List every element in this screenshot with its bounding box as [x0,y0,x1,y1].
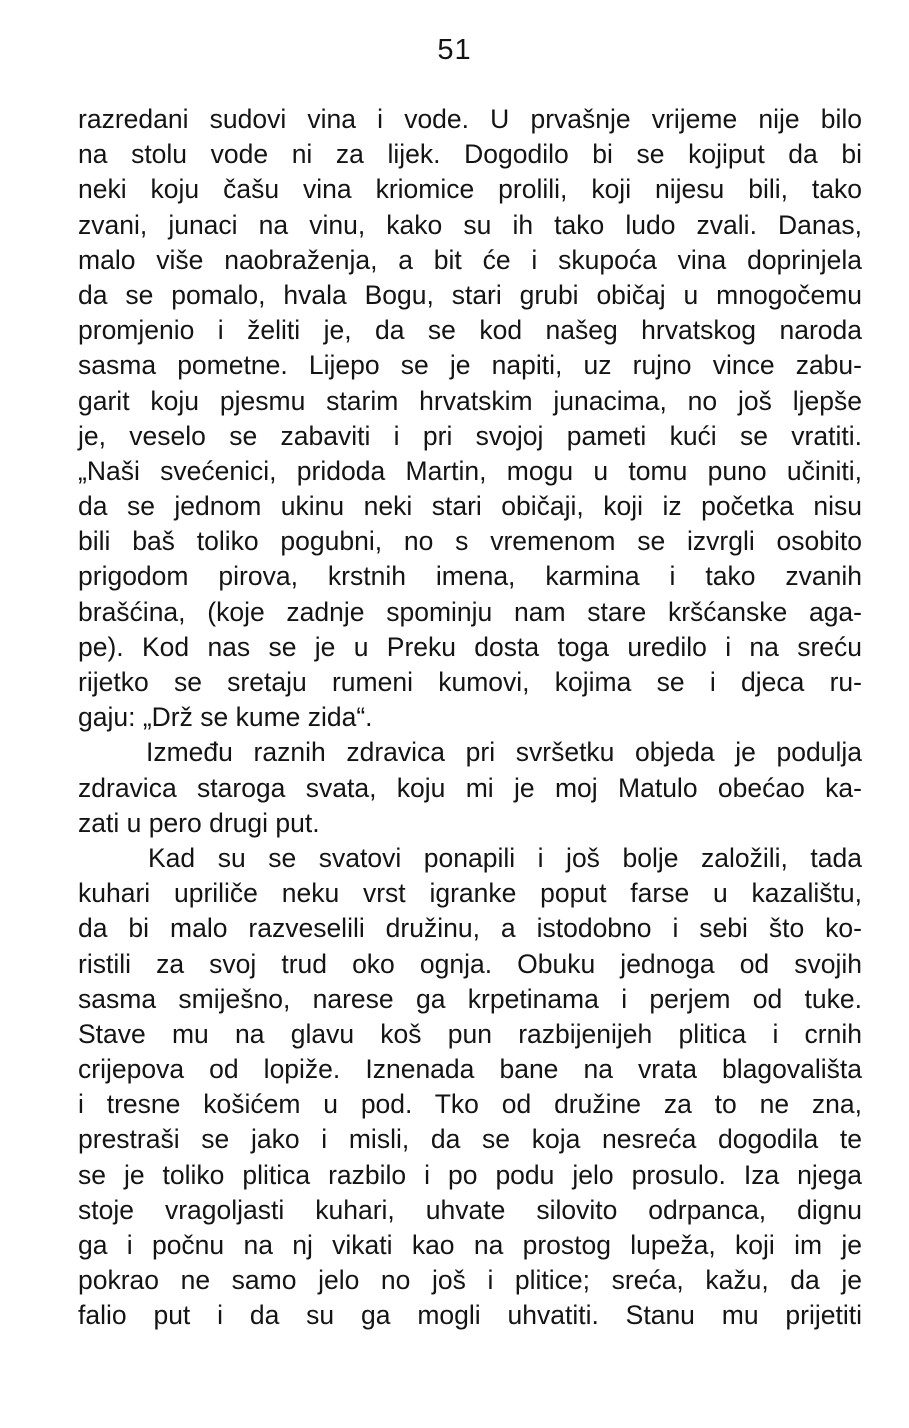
text-line: bili baš toliko pogubni, no s vremenom se izvrgli osobito [78,526,862,557]
text-line: rijetko se sretaju rumeni kumovi, kojima se i djeca ru- [78,667,862,697]
page-number: 51 [437,34,472,66]
text-line: zvani, junaci na vinu, kako su ih tako ludo zvali. Danas, [78,209,862,240]
text-line: da se pomalo, hvala Bogu, stari grubi običaj u mnogočemu [78,279,862,310]
text-line: razredani sudovi vina i vode. U prvašnje vrijeme nije bilo [78,104,862,134]
text-line: ristili za svoj trud oko ognja. Obuku jednoga od svojih [78,948,862,979]
text-line: Stave mu na glavu koš pun razbijenijeh plitica i crnih [78,1018,862,1049]
text-line: i tresne košićem u pod. Tko od družine za to ne zna, [78,1089,862,1120]
text-line: crijepova od lopiže. Iznenada bane na vrata blagovališta [78,1054,862,1085]
text-line: neki koju čašu vina kriomice prolili, koji nijesu bili, tako [78,174,862,205]
text-line: stoje vragoljasti kuhari, uhvate silovito odrpanca, dignu [78,1194,862,1225]
text-line: zdravica staroga svata, koju mi je moj Matulo obećao ka- [78,772,862,803]
text-line: garit koju pjesmu starim hrvatskim junacima, no još ljepše [78,385,862,416]
text-line: sasma pometne. Lijepo se je napiti, uz rujno vince zabu- [78,350,862,381]
text-line: promjenio i želiti je, da se kod našeg hrvatskog naroda [78,315,862,346]
text-line: brašćina, (koje zadnje spominju nam stare kršćanske aga- [78,596,862,627]
text-line: se je toliko plitica razbilo i po podu jelo prosulo. Iza njega [78,1159,862,1190]
text-line: kuhari upriliče neku vrst igranke poput farse u kazalištu, [78,878,862,909]
text-line: pe). Kod nas se je u Preku dosta toga uredilo i na sreću [78,631,862,662]
text-line: „Naši svećenici, pridoda Martin, mogu u tomu puno učiniti, [78,455,862,486]
text-line: Između raznih zdravica pri svršetku objeda je podulja [146,737,862,768]
text-line: prigodom pirova, krstnih imena, karmina i tako zvanih [78,561,862,592]
text-line: da bi malo razveselili družinu, a istodobno i sebi što ko- [78,913,862,944]
text-line: sasma smiješno, narese ga krpetinama i perjem od tuke. [78,983,862,1014]
text-line: na stolu vode ni za lijek. Dogodilo bi se kojiput da bi [78,139,862,170]
text-line: ga i počnu na nj vikati kao na prostog lupeža, koji im je [78,1230,862,1260]
body-text [78,102,862,1334]
text-line: zati u pero drugi put. [78,807,320,838]
text-line: falio put i da su ga mogli uhvatiti. Stanu mu prijetiti [78,1300,862,1331]
text-line: je, veselo se zabaviti i pri svojoj pameti kući se vratiti. [78,420,862,451]
text-line: Kad su se svatovi ponapili i još bolje založili, tada [148,842,862,873]
text-line: malo više naobraženja, a bit će i skupoća vina doprinjela [78,244,862,275]
text-line: pokrao ne samo jelo no još i plitice; sreća, kažu, da je [78,1265,862,1296]
text-line: prestraši se jako i misli, da se koja nesreća dogodila te [78,1124,862,1155]
text-line: gaju: „Drž se kume zida“. [78,702,373,733]
text-line: da se jednom ukinu neki stari običaji, koji iz početka nisu [78,491,862,522]
